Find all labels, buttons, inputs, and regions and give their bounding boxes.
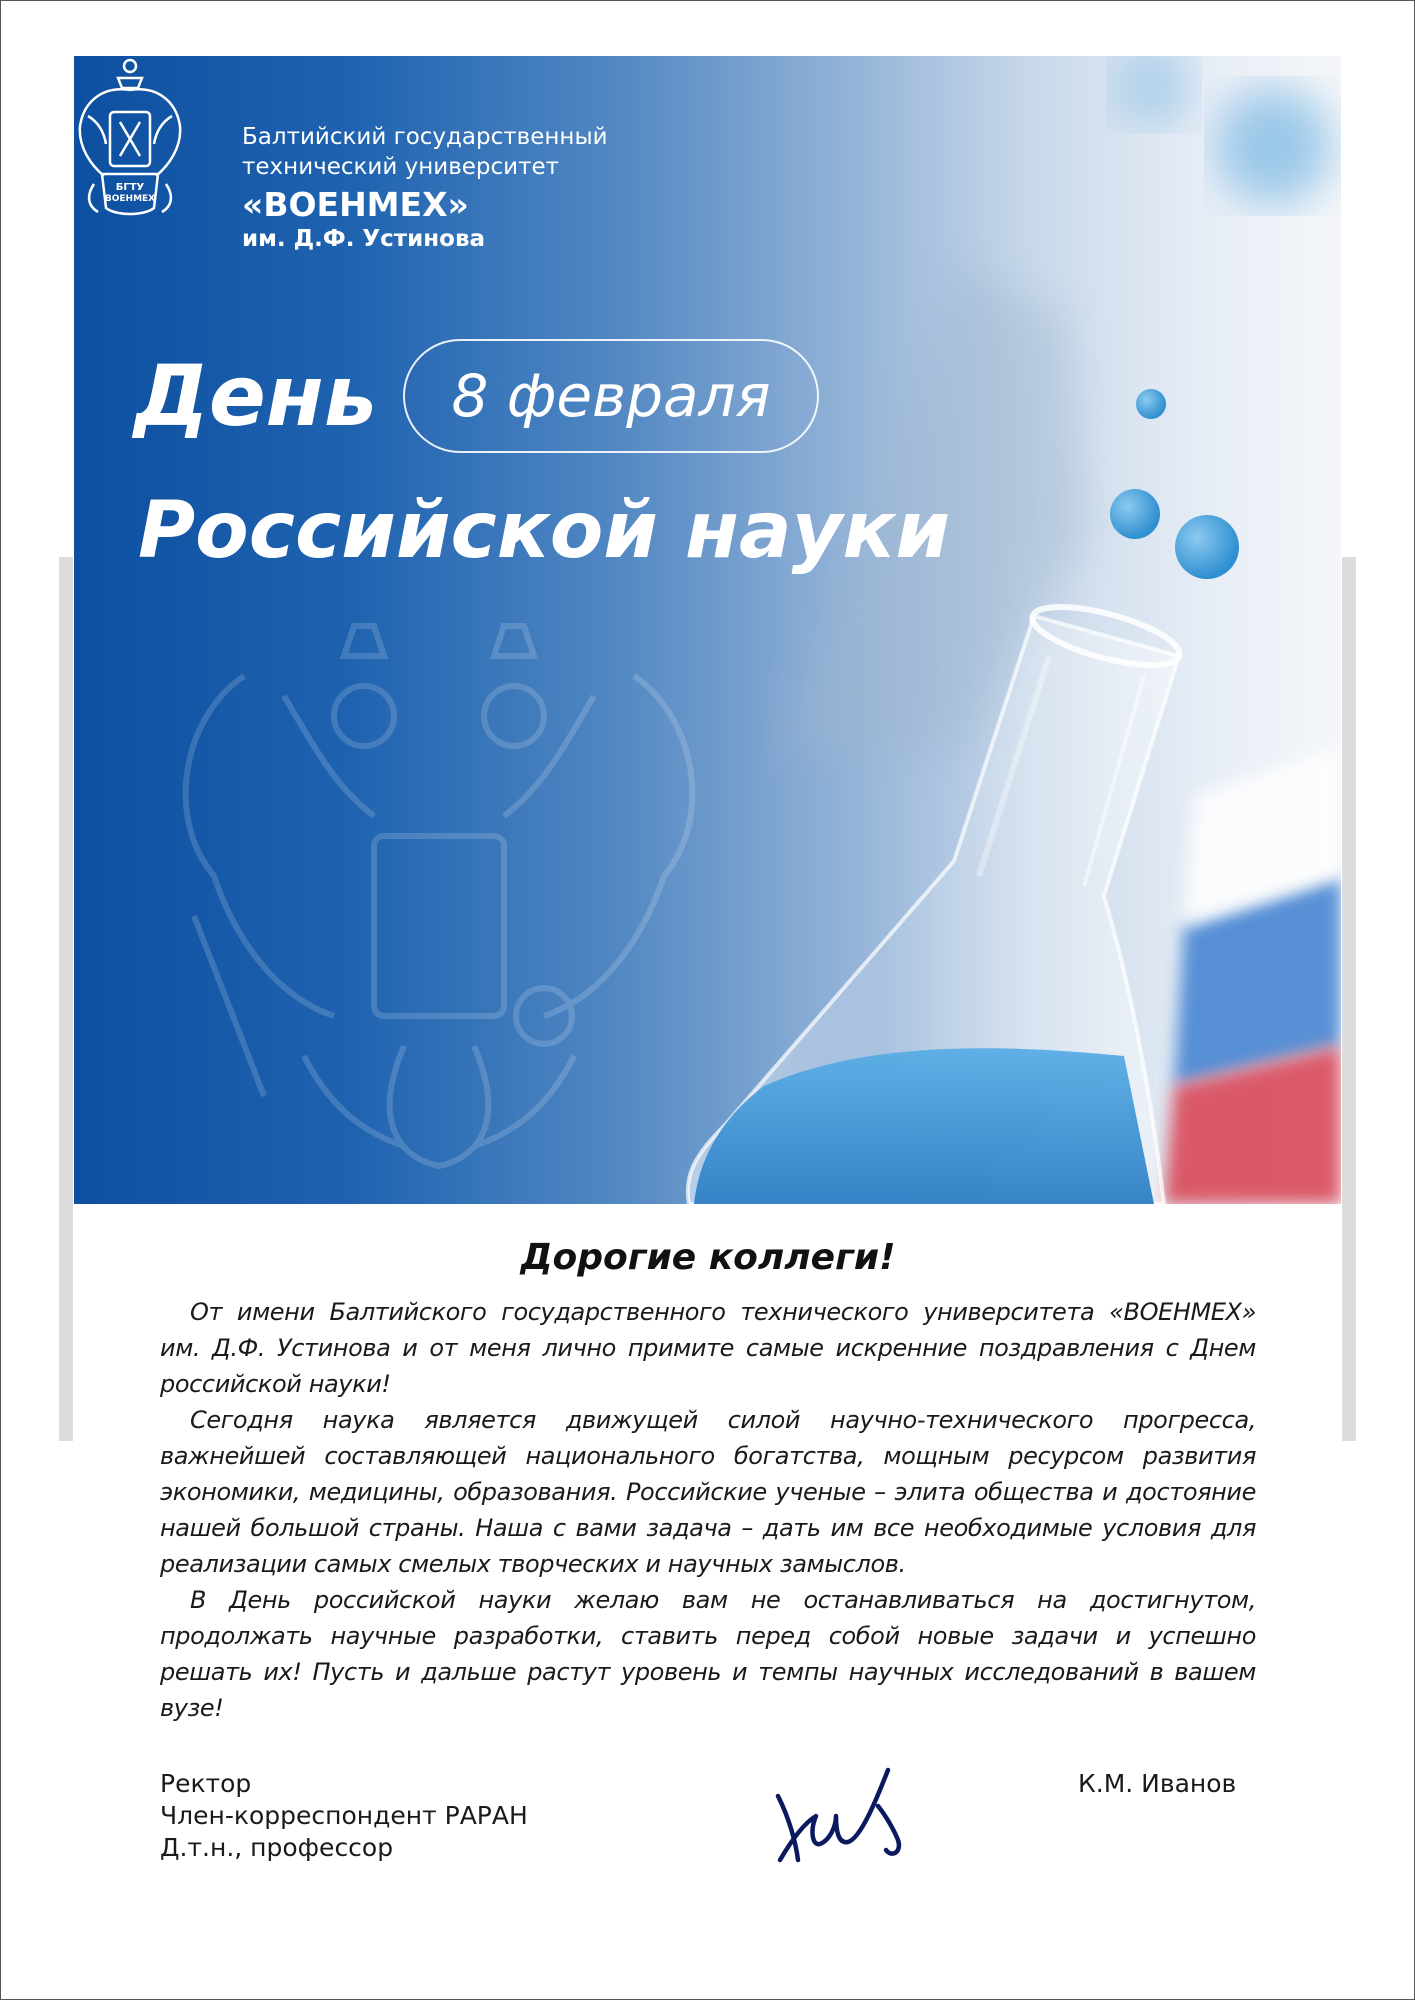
blurred-bubble-icon	[1216, 88, 1332, 204]
letter-paragraph-2: Сегодня наука является движущей силой научно-технического прогресса, важнейшей составляющей национального богатства, мощным ресурсом развития экономики, медицины, образования. Российские ученые – элита общества и достояние нашей большой страны. Наша с вами задача – дать им все необходимые условия для реализации самых смелых творческих и научных замыслов.	[160, 1406, 1256, 1578]
date-pill	[403, 339, 819, 453]
svg-text:ВОЕНМЕХ: ВОЕНМЕХ	[104, 194, 156, 204]
signatory-name: К.М. Иванов	[1078, 1769, 1237, 1798]
letter-paragraph-3: В День российской науки желаю вам не останавливаться на достигнутом, продолжать научные разработки, ставить перед собой новые задачи и успешно решать их! Пусть и дальше растут уровень и темпы научных исследований в вашем вузе!	[160, 1586, 1256, 1722]
date-text: 8 февраля	[451, 362, 771, 430]
hero-banner	[74, 56, 1341, 1204]
right-side-strip	[1342, 557, 1356, 1441]
svg-text:БГТУ: БГТУ	[115, 182, 145, 193]
coat-of-arms-watermark	[186, 626, 693, 1166]
letter-paragraph-1: От имени Балтийского государственного технического университета «ВОЕНМЕХ» им. Д.Ф. Устинова и от меня лично примите самые искренние поздравления с Днем российской науки!	[160, 1298, 1256, 1398]
title-word-den: День	[134, 347, 377, 445]
university-line1: Балтийский государственный	[242, 124, 608, 150]
handwritten-signature-icon	[770, 1760, 920, 1870]
blurred-bubble-icon	[1114, 56, 1194, 126]
greeting-heading: Дорогие коллеги!	[520, 1237, 896, 1278]
university-named-after: им. Д.Ф. Устинова	[242, 226, 486, 252]
bubble-icon	[1136, 389, 1166, 419]
signatory-titles	[160, 1768, 528, 1864]
university-logo	[74, 56, 186, 220]
signatory-title-corresponding-member: Член-корреспондент РАРАН	[160, 1801, 528, 1830]
university-line2: технический университет	[242, 154, 560, 180]
letter-body	[160, 1228, 1256, 1726]
title-russian-science: Российской науки	[138, 486, 951, 576]
flask-liquid	[694, 1048, 1154, 1204]
bubble-icon	[1110, 489, 1160, 539]
signatory-title-degree: Д.т.н., профессор	[160, 1833, 394, 1862]
university-name-block	[242, 122, 608, 252]
bubble-icon	[1175, 515, 1239, 579]
university-short-name: «ВОЕНМЕХ»	[242, 185, 469, 224]
signatory-title-rector: Ректор	[160, 1769, 252, 1798]
left-side-strip	[59, 557, 73, 1441]
